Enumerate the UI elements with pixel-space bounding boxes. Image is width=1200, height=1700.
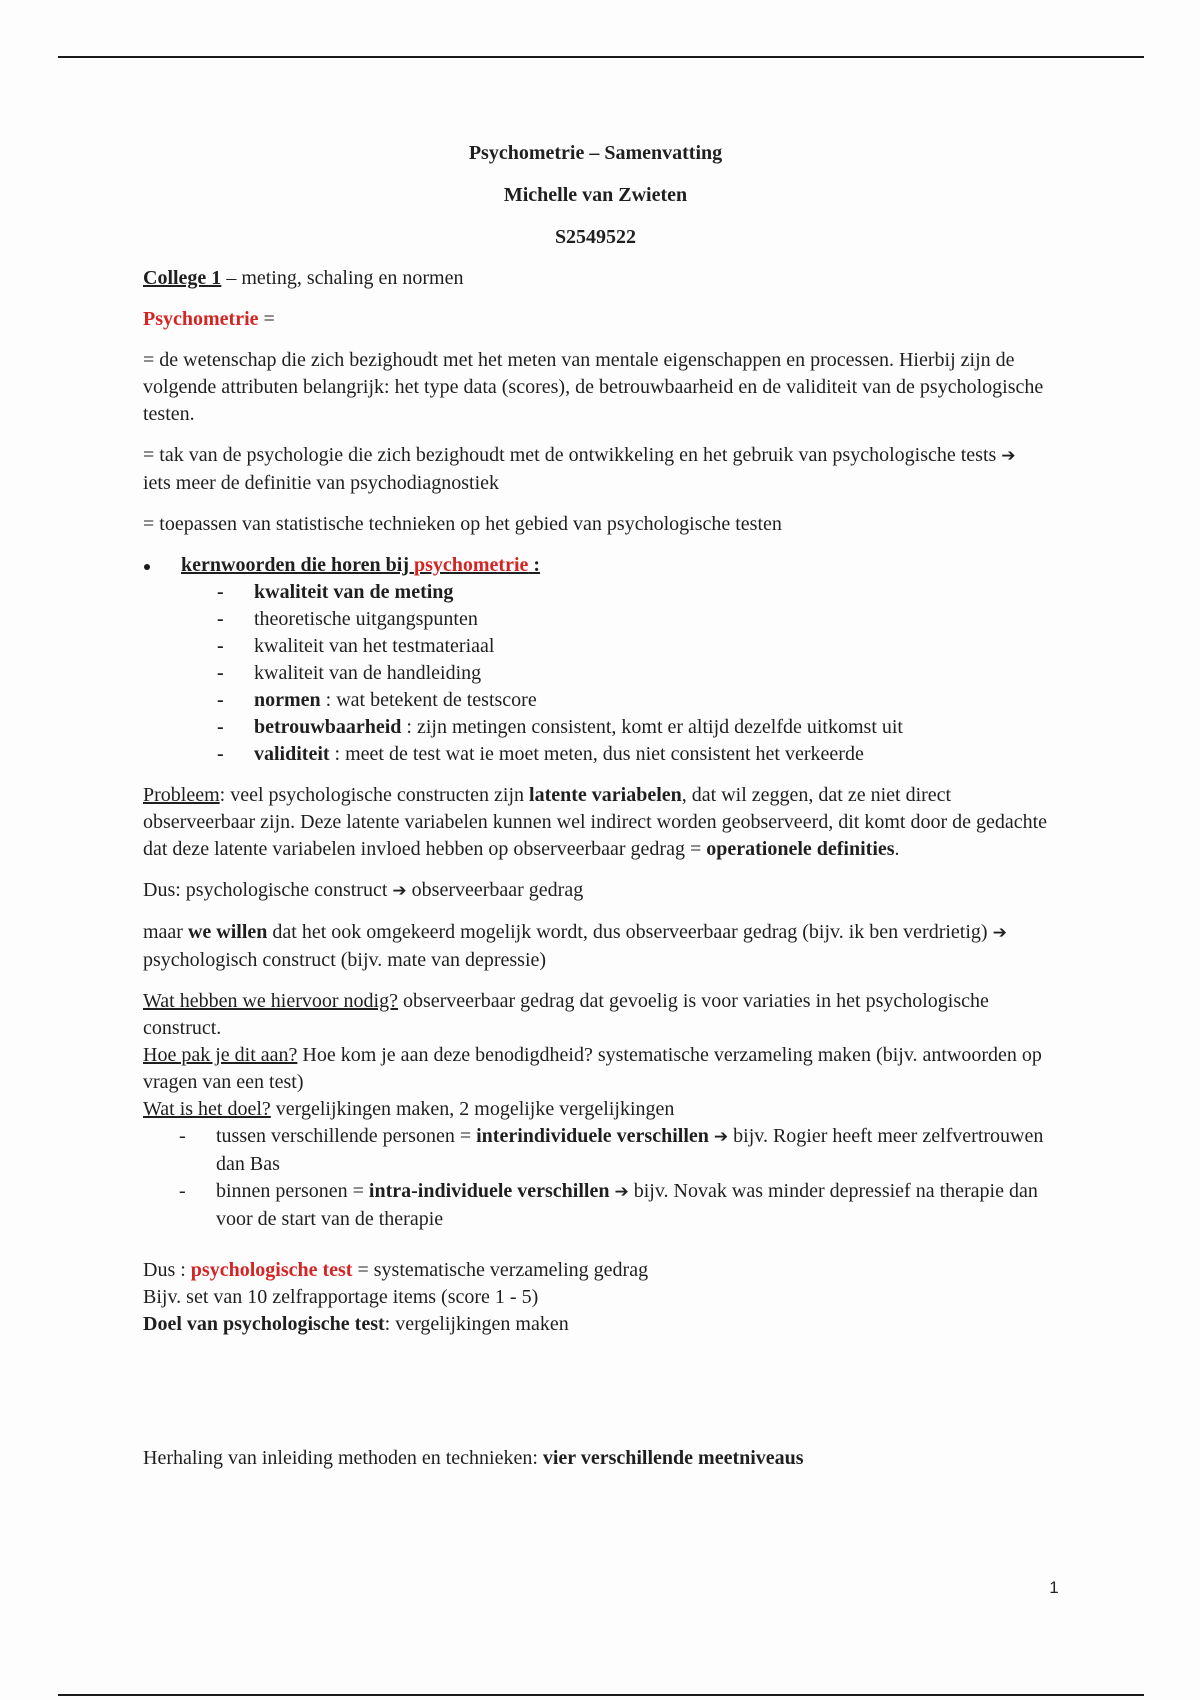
keywords-list: [143, 552, 1048, 768]
arrow-right-icon: ➔: [713, 1127, 729, 1147]
top-rule: [58, 56, 1144, 58]
definition-3: = toepassen van statistische technieken op het gebied van psychologische testen: [143, 513, 782, 535]
title-block: [143, 140, 1048, 251]
term-eq: =: [258, 308, 275, 330]
test-block: [143, 1257, 1048, 1338]
bottom-rule: [58, 1694, 1144, 1696]
list-item: - theoretische uitgangspunten: [217, 608, 478, 630]
recap-line: Herhaling van inleiding methoden en technieken: vier verschillende meetniveaus: [143, 1447, 804, 1469]
problem-paragraph: Probleem: veel psychologische constructen zijn latente variabelen, dat wil zeggen, dat ze niet direct observeerbaar zijn. Deze latente variabelen kunnen wel indirect worden geobserveerd, dit komt door de gedachte dat deze latente variabelen invloed hebben op observeerbaar gedrag = operationele definities.: [143, 784, 1048, 860]
list-item: - validiteit : meet de test wat ie moet meten, dus niet consistent het verkeerde: [217, 743, 864, 765]
college-heading: [143, 265, 1048, 292]
arrow-right-icon: ➔: [392, 881, 407, 901]
maar-paragraph: maar we willen dat het ook omgekeerd mogelijk wordt, dus observeerbaar gedrag (bijv. ik ben verdrietig) ➔ psychologisch construct (bijv. mate van depressie): [143, 921, 1007, 971]
term-heading: [143, 306, 1048, 333]
list-item: - tussen verschillende personen = interindividuele verschillen ➔ bijv. Rogier heeft meer zelfvertrouwen dan Bas: [179, 1125, 1044, 1175]
question-2: Hoe pak je dit aan? Hoe kom je aan deze benodigdheid? systematische verzameling maken (bijv. antwoorden op vragen van een test): [143, 1044, 1042, 1093]
list-item: - kwaliteit van het testmateriaal: [217, 635, 495, 657]
arrow-right-icon: ➔: [614, 1182, 629, 1202]
list-item: - kwaliteit van de meting: [217, 581, 454, 603]
bullet-icon: [144, 564, 150, 570]
page-number: 1: [1049, 1578, 1059, 1597]
questions-block: [143, 988, 1048, 1233]
document-page: [143, 140, 1048, 1486]
definition-1: = de wetenschap die zich bezighoudt met het meten van mentale eigenschappen en processen. Hierbij zijn de volgende attributen belangrijk: het type data (scores), de betrouwbaarheid en de validiteit van de psychologische testen.: [143, 349, 1044, 425]
dus-paragraph: Dus: psychologische construct ➔ observeerbaar gedrag: [143, 879, 584, 901]
test-goal: Doel van psychologische test: vergelijkingen maken: [143, 1313, 569, 1335]
list-item: - kwaliteit van de handleiding: [217, 662, 482, 684]
list-item: - normen : wat betekent de testscore: [217, 689, 537, 711]
question-3: Wat is het doel? vergelijkingen maken, 2 mogelijke vergelijkingen: [143, 1098, 675, 1120]
comparison-list: [143, 1123, 1048, 1233]
keywords-heading: kernwoorden die horen bij psychometrie :: [181, 554, 541, 576]
question-1: Wat hebben we hiervoor nodig? observeerbaar gedrag dat gevoelig is voor variaties in het psychologische construct.: [143, 990, 989, 1039]
arrow-right-icon: ➔: [992, 923, 1007, 943]
keywords-item: [143, 552, 1048, 768]
document-title: Psychometrie – Samenvatting: [468, 142, 723, 164]
list-item: - binnen personen = intra-individuele verschillen ➔ bijv. Novak was minder depressief na therapie dan voor de start van de therapie: [179, 1180, 1038, 1230]
college-topic: – meting, schaling en normen: [221, 267, 464, 289]
test-example: Bijv. set van 10 zelfrapportage items (score 1 - 5): [143, 1286, 539, 1308]
keywords-sublist: [181, 579, 1048, 768]
college-label: College 1: [143, 267, 222, 289]
student-number: S2549522: [554, 226, 637, 248]
arrow-right-icon: ➔: [1001, 446, 1016, 466]
test-definition: Dus : psychologische test = systematische verzameling gedrag: [143, 1259, 649, 1281]
list-item: - betrouwbaarheid : zijn metingen consistent, komt er altijd dezelfde uitkomst uit: [217, 716, 903, 738]
author-name: Michelle van Zwieten: [503, 184, 688, 206]
term-word: Psychometrie: [143, 308, 259, 330]
definition-2: = tak van de psychologie die zich bezighoudt met de ontwikkeling en het gebruik van psychologische tests ➔ iets meer de definitie van psychodiagnostiek: [143, 444, 1016, 494]
